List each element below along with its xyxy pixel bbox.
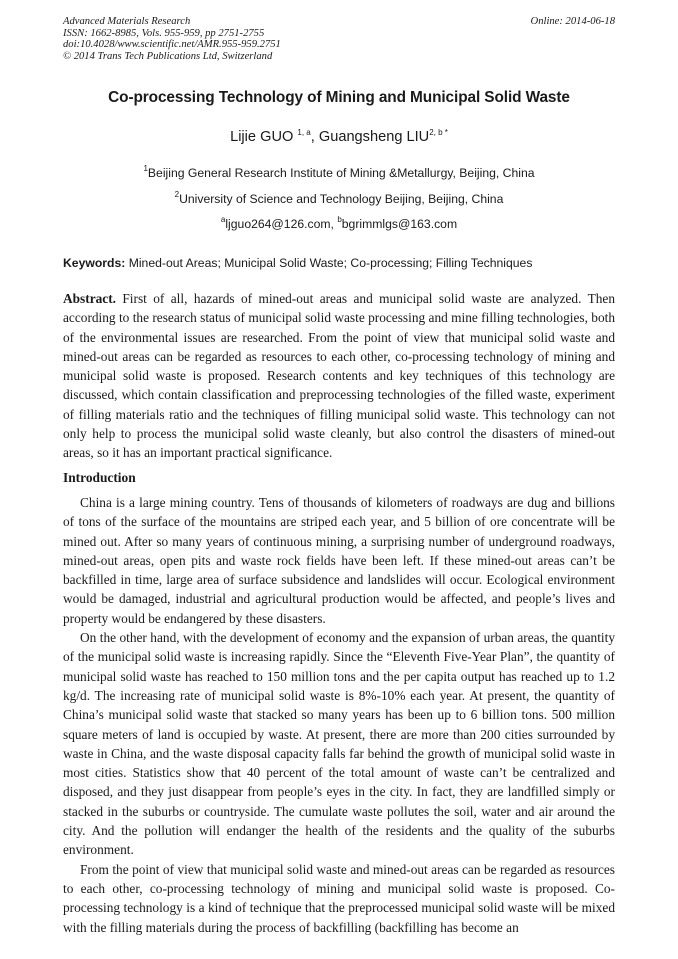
abstract-text: First of all, hazards of mined-out areas and municipal solid waste are analyzed. Then according to the research status of municipal solid waste processing and mine filling technologies, both of the environmental issues are researched. From the point of view that municipal solid waste and mined-out areas can be regarded as resources to each other, co-processing technology of mining and municipal solid waste is proposed. Research contents and key techniques of this technology are discussed, which contain classification and preprocessing technologies of the filled waste, experiment of filling materials ratio and the techniques of filling municipal solid waste. This technology can not only help to process the municipal solid waste cleanly, but also control the disasters of mined-out areas, so it has an important practical significance. xyxy=(63,291,615,461)
paragraph: On the other hand, with the development of economy and the expansion of urban areas, the quantity of the municipal solid waste is increasing rapidly. Since the “Eleventh Five-Year Plan”, the quantity of municipal solid waste has reached to 150 million tons and the per capita output has reached up to 1.2 kg/d. The increasing rate of municipal solid waste is 8%-10% each year. At present, the quantity of China’s municipal solid waste that stacked so many years has been up to 6 billion tons. 500 million square meters of land is occupied by waste. At present, there are more than 200 cities surrounded by waste in China, and the waste disposal capacity falls far behind the growth of municipal solid waste in most cities. Statistics show that 40 percent of the total amount of waste can’t be centralized and disposed, and they just disappear from people’s eyes in the city. In fact, they are landfilled simply or stacked in the suburbs or countryside. The cumulate waste pollutes the soil, water and air around the city. And the pollution will endanger the health of the residents and the quality of the suburbs environment. xyxy=(63,630,615,858)
email-b: bgrimmlgs@163.com xyxy=(341,217,458,231)
abstract xyxy=(63,289,615,463)
paragraph: China is a large mining country. Tens of thousands of kilometers of roadways are dug and billions of tons of the surface of the mountains are striped each year, and 5 billion of ore concentrate will be mined out. After so many years of continuous mining, a surprising number of underground roadways, mined-out areas, open pits and waste rock fields have been left. If these mined-out areas can’t be backfilled in time, large area of surface subsidence and landslides will occur. Ecological environment would be damaged, industrial and agricultural production would be affected, and people’s lives and property would be endangered by these disasters. xyxy=(63,495,615,626)
paragraph: From the point of view that municipal solid waste and mined-out areas can be regarded as resources to each other, co-processing technology of mining and municipal solid waste is proposed. Co-processing technology is a kind of technique that the preprocessed municipal solid waste will be mixed with the filling materials during the process of backfilling (backfilling has become an xyxy=(63,861,615,935)
affiliation-1-text: Beijing General Research Institute of Mining &Metallurgy, Beijing, China xyxy=(147,166,535,180)
online-date: Online: 2014-06-18 xyxy=(530,16,615,27)
affiliation-2-text: University of Science and Technology Beijing, Beijing, China xyxy=(179,192,504,206)
journal-header xyxy=(63,16,615,62)
email-a-sup: a xyxy=(220,215,226,224)
doi-line: doi:10.4028/www.scientific.net/AMR.955-959.2751 xyxy=(63,39,281,51)
keywords xyxy=(63,256,623,270)
paper-title: Co-processing Technology of Mining and Municipal Solid Waste xyxy=(108,89,570,106)
email-b-sup: b xyxy=(337,215,342,224)
author-1-sup: 1, a xyxy=(297,128,311,137)
abstract-label: Abstract. xyxy=(63,291,116,306)
author-line xyxy=(63,129,615,145)
email-a: ljguo264@126.com, xyxy=(225,217,338,231)
issn-line: ISSN: 1662-8985, Vols. 955-959, pp 2751-2755 xyxy=(63,27,265,39)
author-1-name: Lijie GUO xyxy=(230,129,294,145)
affiliation-2 xyxy=(63,192,615,206)
introduction-body xyxy=(63,493,615,937)
author-2-name: Guangsheng LIU xyxy=(318,129,430,145)
email-line xyxy=(63,217,615,231)
author-separator: , xyxy=(310,129,319,145)
keywords-text: Mined-out Areas; Municipal Solid Waste; Co-processing; Filling Techniques xyxy=(125,256,533,270)
affiliation-1 xyxy=(63,166,615,180)
introduction-heading: Introduction xyxy=(63,470,136,485)
affiliation-2-sup: 2 xyxy=(174,190,180,199)
affiliation-1-sup: 1 xyxy=(143,164,148,173)
copyright-line: © 2014 Trans Tech Publications Ltd, Switzerland xyxy=(63,50,273,62)
keywords-label: Keywords: xyxy=(63,256,126,270)
author-2-sup: 2, b * xyxy=(429,128,448,137)
journal-name: Advanced Materials Research xyxy=(63,16,191,27)
